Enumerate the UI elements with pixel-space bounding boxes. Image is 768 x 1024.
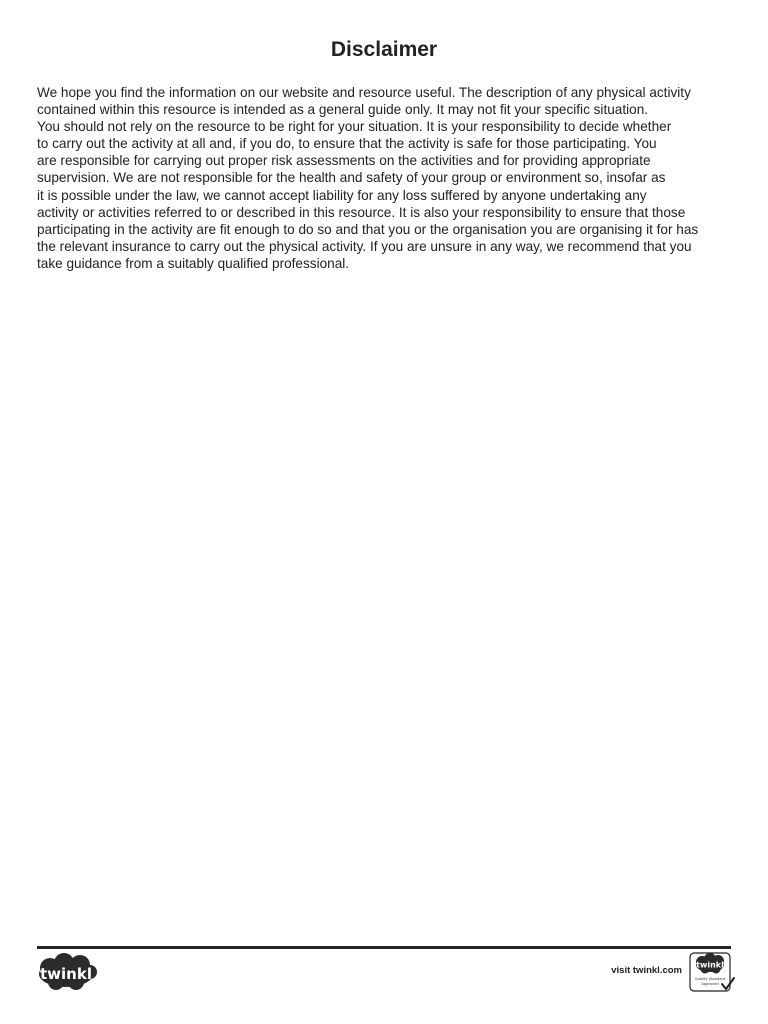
body-line: to carry out the activity at all and, if you do, to ensure that the activity is safe for those participating. You (37, 136, 657, 152)
badge-logo-text: twinkl (696, 960, 724, 970)
logo-text: twinkl (40, 965, 92, 983)
visit-link[interactable]: visit twinkl.com (611, 965, 682, 976)
body-line: We hope you find the information on our website and resource useful. The description of any physical activity (37, 85, 691, 100)
body-line: take guidance from a suitably qualified professional. (37, 255, 350, 271)
body-line: the relevant insurance to carry out the physical activity. If you are unsure in any way, we recommend that you (37, 238, 692, 254)
badge-caption: Approved (701, 982, 719, 986)
body-line: are responsible for carrying out proper risk assessments on the activities and for providing appropriate (37, 153, 651, 169)
body-line: contained within this resource is intended as a general guide only. It may not fit your specific situation. (37, 102, 649, 118)
badge-caption: Quality Standard (694, 977, 726, 981)
twinkl-logo[interactable] (36, 952, 98, 992)
body-line: it is possible under the law, we cannot accept liability for any loss suffered by anyone undertaking any (37, 187, 647, 203)
disclaimer-body (37, 84, 737, 272)
page-title: Disclaimer (330, 38, 438, 61)
body-line: You should not rely on the resource to be right for your situation. It is your responsibility to decide whether (37, 119, 672, 135)
body-line: supervision. We are not responsible for the health and safety of your group or environment so, insofar as (37, 170, 666, 186)
body-line: activity or activities referred to or described in this resource. It is also your responsibility to ensure that those (37, 204, 686, 220)
body-line: participating in the activity are fit enough to do so and that you or the organisation you are organising it for has (37, 221, 699, 237)
quality-standard-badge (688, 951, 736, 993)
footer-divider (37, 946, 731, 949)
